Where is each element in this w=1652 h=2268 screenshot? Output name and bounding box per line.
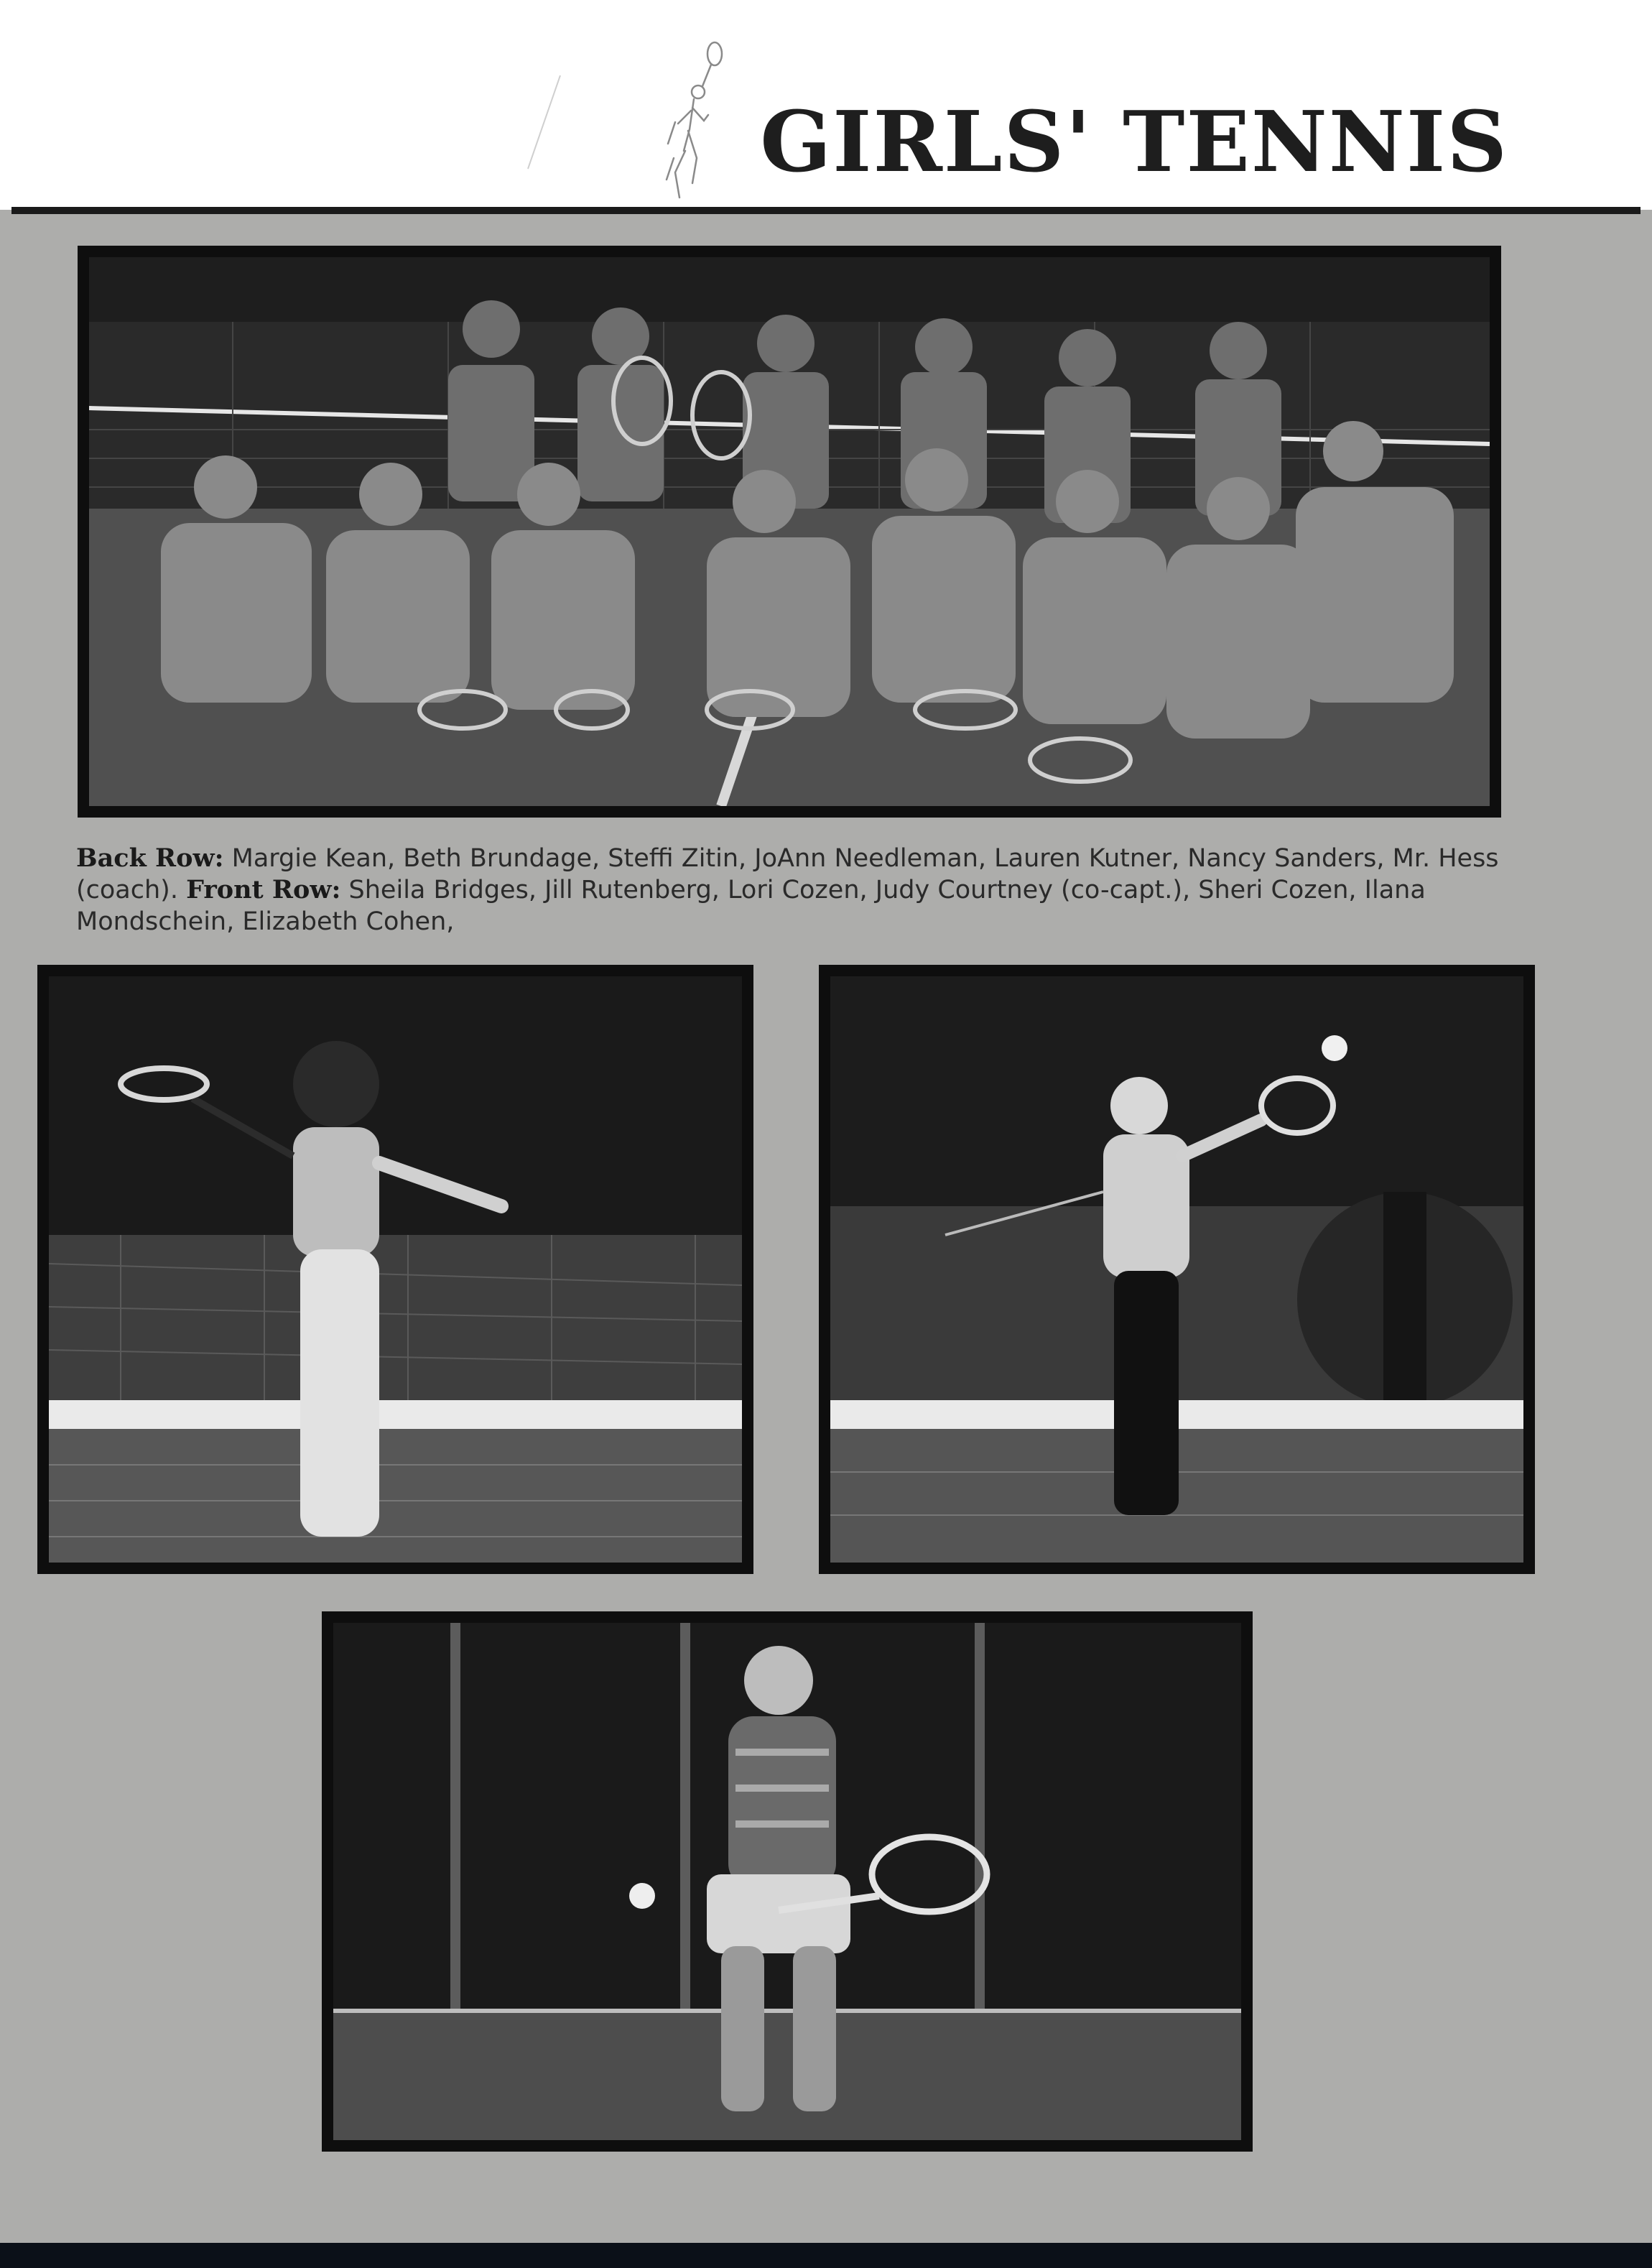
action-photo-bottom [322, 1611, 1253, 2152]
team-photo [78, 246, 1501, 818]
front-row-label: Front Row: [186, 875, 341, 904]
photo-caption [76, 843, 1520, 938]
front-row-names: Sheila Bridges, Jill Rutenberg, Lori Cozen, Judy Courtney (co-capt.), Sheri Cozen, Ilana Mondschein, Elizabeth Cohen, [76, 876, 1426, 936]
tennis-player-sketch-icon [618, 36, 747, 201]
pencil-stroke-icon [517, 72, 575, 172]
team-photo-image [89, 257, 1490, 806]
action-photo-bottom-image [333, 1623, 1241, 2140]
bottom-edge [0, 2243, 1652, 2268]
action-photo-left [37, 965, 753, 1574]
page-title: GIRLS' TENNIS [760, 93, 1508, 191]
header-rule [11, 207, 1641, 214]
action-photo-right-image [830, 976, 1523, 1563]
back-row-label: Back Row: [76, 843, 224, 873]
back-row-names: Margie Kean, Beth Brundage, Steffi Zitin, JoAnn Needleman, Lauren Kutner, Nancy Sanders, Mr. Hess (coach). [76, 844, 1499, 904]
action-photo-left-image [49, 976, 742, 1563]
action-photo-right [819, 965, 1535, 1574]
